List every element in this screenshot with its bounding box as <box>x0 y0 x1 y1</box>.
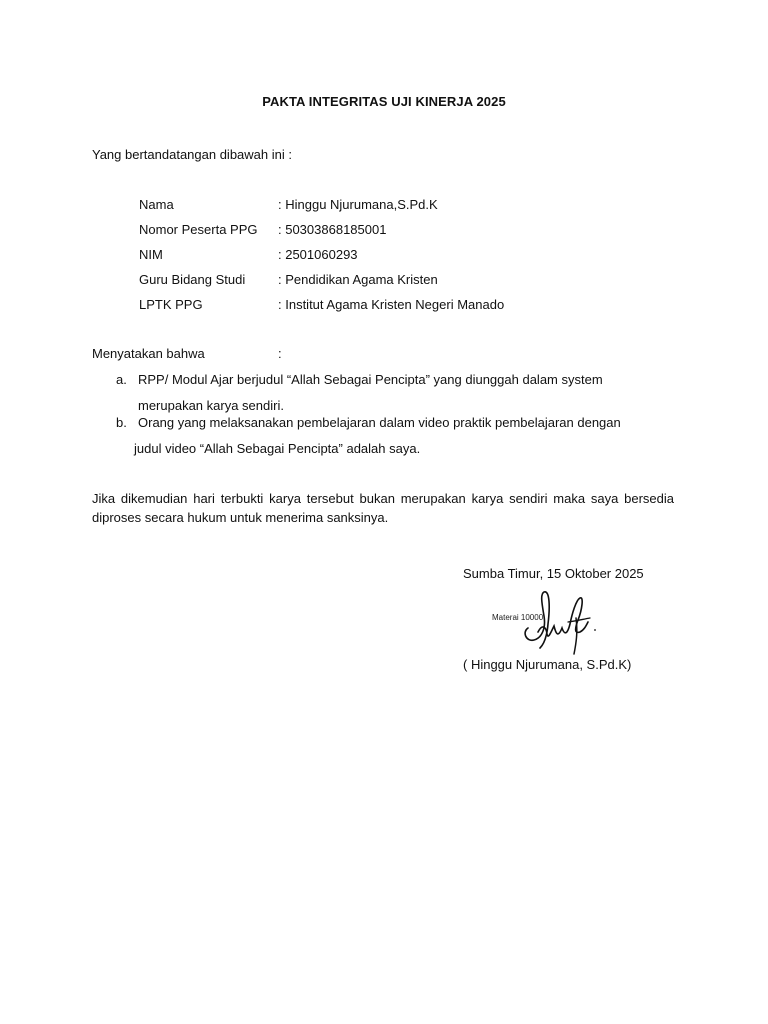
identity-block <box>139 196 504 321</box>
identity-row-nomor-peserta <box>139 221 504 246</box>
identity-value: : 50303868185001 <box>278 222 387 237</box>
identity-row-nama <box>139 196 504 221</box>
declaration-item-line: merupakan karya sendiri. <box>138 398 284 413</box>
identity-row-bidang-studi <box>139 271 504 296</box>
declaration-item-line: RPP/ Modul Ajar berjudul “Allah Sebagai Pencipta” yang diunggah dalam system <box>138 372 603 387</box>
identity-value: : Pendidikan Agama Kristen <box>278 272 438 287</box>
declaration-item-line: judul video “Allah Sebagai Pencipta” adalah saya. <box>134 441 421 456</box>
list-marker: b. <box>116 415 127 430</box>
identity-row-nim <box>139 246 504 271</box>
closing-statement: Jika dikemudian hari terbukti karya tersebut bukan merupakan karya sendiri maka saya bersedia diproses secara hukum untuk menerima sanksinya. <box>92 491 674 525</box>
signer-name: ( Hinggu Njurumana, S.Pd.K) <box>463 657 632 672</box>
identity-label: LPTK PPG <box>139 297 203 312</box>
document-title: PAKTA INTEGRITAS UJI KINERJA 2025 <box>262 94 506 109</box>
declaration-colon: : <box>278 346 282 361</box>
declaration-item-line: Orang yang melaksanakan pembelajaran dalam video praktik pembelajaran dengan <box>138 415 621 430</box>
identity-value: : Institut Agama Kristen Negeri Manado <box>278 297 505 312</box>
place-date: Sumba Timur, 15 Oktober 2025 <box>463 566 644 581</box>
identity-label: Guru Bidang Studi <box>139 272 246 287</box>
identity-label: Nomor Peserta PPG <box>139 222 258 237</box>
identity-label: NIM <box>139 247 163 262</box>
list-marker: a. <box>116 372 127 387</box>
identity-label: Nama <box>139 197 174 212</box>
signature-icon <box>520 588 604 656</box>
declaration-heading <box>92 346 282 361</box>
stamp-label: Materai 10000 <box>492 613 544 622</box>
identity-value: : Hinggu Njurumana,S.Pd.K <box>278 197 438 212</box>
declaration-label: Menyatakan bahwa <box>92 346 205 361</box>
identity-row-lptk <box>139 296 504 321</box>
intro-text: Yang bertandatangan dibawah ini : <box>92 147 292 162</box>
identity-value: : 2501060293 <box>278 247 358 262</box>
